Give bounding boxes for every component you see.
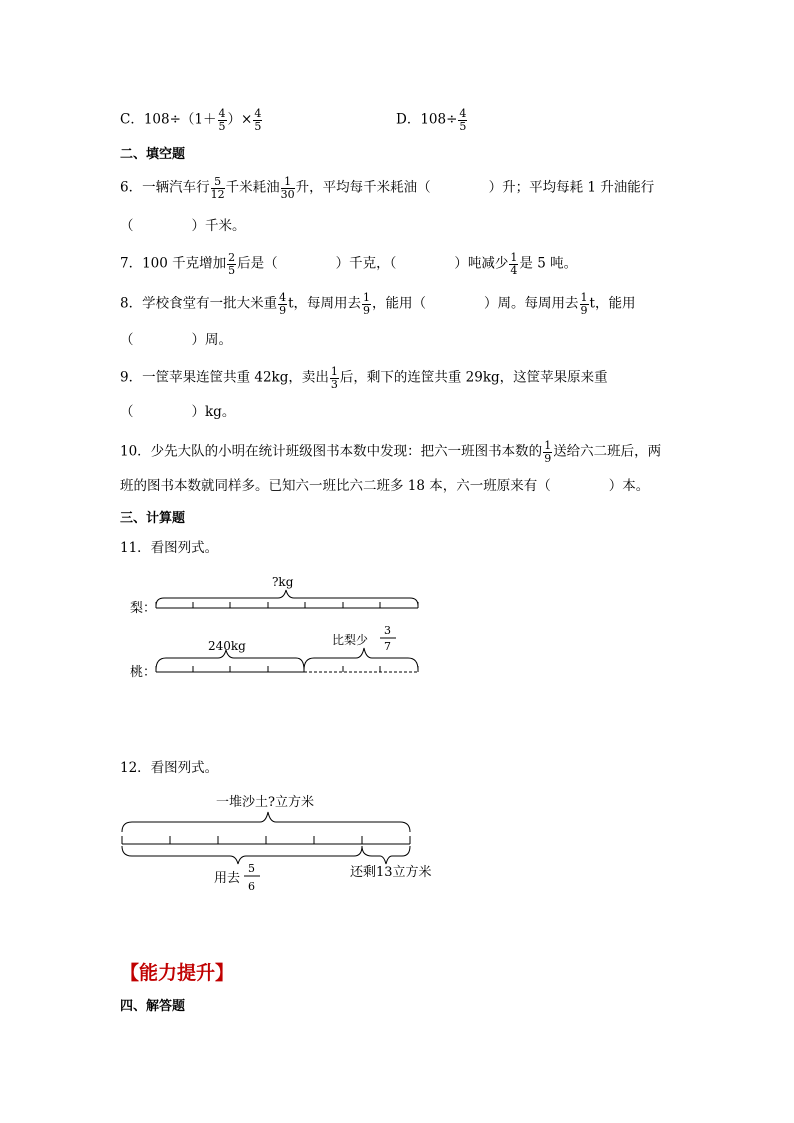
option-d: D．108÷ $\frac{4}{5}$ xyxy=(396,107,467,133)
used-label: 用去 xyxy=(214,871,241,886)
pear-total: ?kg xyxy=(272,575,294,589)
question-7: 7．100 千克增加 $\frac{2}{5}$ 后是（ ）千克，（ ）吨减少 $\frac{1}{4}$ 是 5 吨。 xyxy=(120,251,578,277)
svg-text:3: 3 xyxy=(384,624,391,637)
question-8: 8．学校食堂有一批大米重 $\frac{4}{9}$ t，每周用去 $\frac{1}{9}$ ，能用（ ）周。每周用去 $\frac{1}{9}$ t，能用 xyxy=(120,291,636,317)
svg-text:5: 5 xyxy=(248,862,255,875)
question-12-title: 12．看图列式。 xyxy=(120,760,219,776)
ability-heading: 【能力提升】 xyxy=(120,962,235,984)
question-6-line2: （ ）千米。 xyxy=(120,218,246,234)
peach-label: 桃： xyxy=(130,665,157,680)
section-heading: 四、解答题 xyxy=(120,999,186,1014)
peach-compare: 比梨少 xyxy=(332,633,369,647)
question-9-line2: （ ）kg。 xyxy=(120,404,236,420)
fraction: $\frac{4}{5}$ xyxy=(459,107,467,133)
q11-diagram xyxy=(120,570,440,680)
fraction: $\frac{4}{5}$ xyxy=(254,107,262,133)
pear-label: 梨： xyxy=(130,601,157,616)
section-heading: 三、计算题 xyxy=(120,511,186,526)
option-c: C．108÷（1＋ $\frac{4}{5}$ ）× $\frac{4}{5}$ xyxy=(120,107,262,133)
question-10-line2: 班的图书本数就同样多。已知六一班比六二班多 18 本，六一班原来有（ ）本。 xyxy=(120,478,650,494)
question-6: 6．一辆汽车行 $\frac{5}{12}$ 千米耗油 $\frac{1}{30}$ 升，平均每千米耗油（ ）升；平均每耗 1 升油能行 xyxy=(120,175,655,201)
svg-text:6: 6 xyxy=(248,880,255,893)
q12-diagram xyxy=(110,790,450,900)
sand-total: 一堆沙土?立方米 xyxy=(216,795,314,810)
peach-known: 240kg xyxy=(208,639,246,653)
question-10: 10．少先大队的小明在统计班级图书本数中发现：把六一班图书本数的 $\frac{1}{9}$ 送给六二班后，两 xyxy=(120,439,662,465)
section-heading: 二、填空题 xyxy=(120,147,186,162)
svg-text:7: 7 xyxy=(384,640,391,653)
question-9: 9．一筐苹果连筐共重 42kg，卖出 $\frac{1}{3}$ 后，剩下的连筐共重 29kg，这筐苹果原来重 xyxy=(120,365,608,391)
question-8-line2: （ ）周。 xyxy=(120,332,232,348)
question-11-title: 11．看图列式。 xyxy=(120,540,219,556)
remain-label: 还剩13立方米 xyxy=(350,865,432,880)
fraction: $\frac{4}{5}$ xyxy=(218,107,226,133)
